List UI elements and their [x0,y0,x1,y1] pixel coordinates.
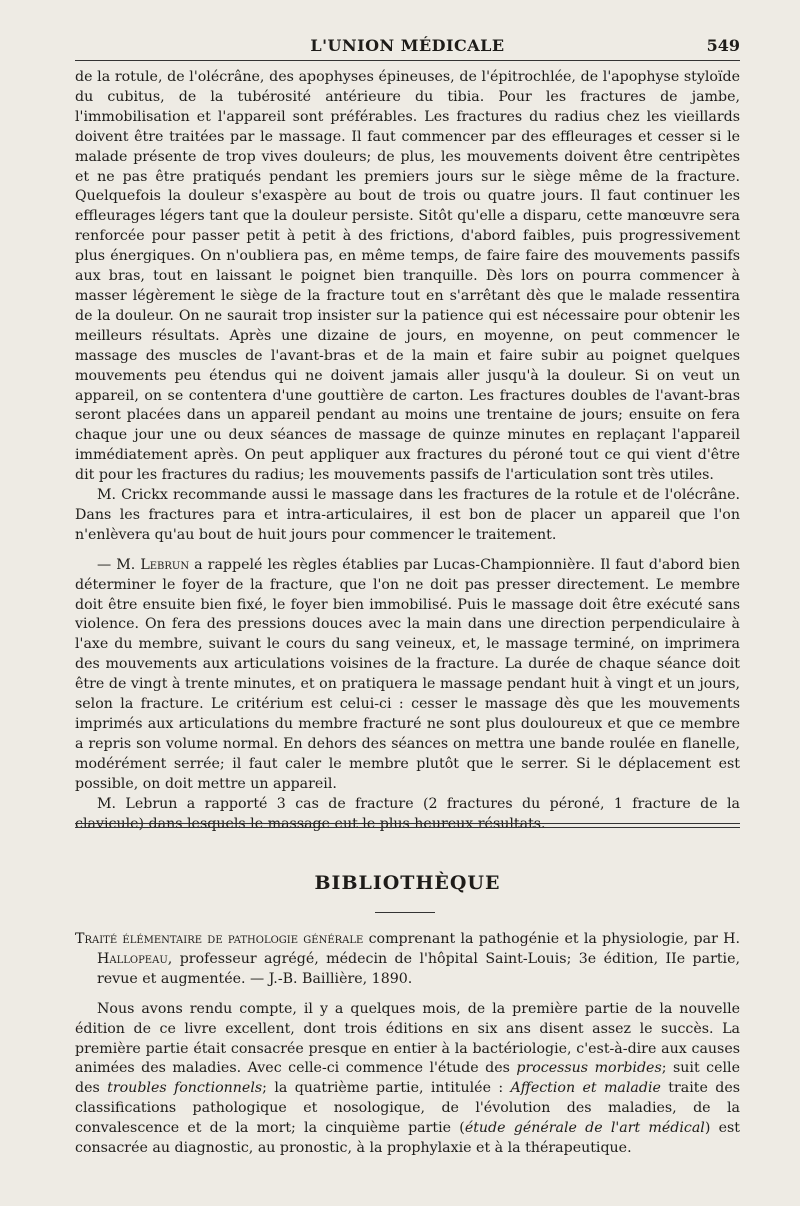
speaker-name: Lebrun [140,556,190,573]
paragraph-2: M. Crickx recommande aussi le massage dans les fractures de la rotule et de l'olécrâne. Dans les fractures para et intra-articulaires, il est bon de placer un appareil que l'on n'enlèvera qu'au bout de huit jours pour commencer le traitement. [75,487,740,543]
review-italic: troubles fonctionnels [107,1080,263,1097]
review-italic: Affection et maladie [510,1080,661,1097]
section-divider [75,823,740,828]
title-underline [375,912,435,913]
review-italic: processus morbides [516,1060,662,1077]
review-paragraph [75,1000,740,1159]
bibliography-section [75,930,740,1159]
review-text: Nous avons rendu compte, il y a quelques mois, de la première partie de la nouvelle édition de ce livre excellent, dont trois éditions en six ans disent assez le succès. La première partie était consacrée presque en entier à la bactériologie, c'est-à-dire aux causes animées des maladies. Avec celle-ci commence l'étude des [75,1000,740,1077]
dash-prefix: — M. [97,556,141,573]
review-text: ) est consacrée au diagnostic, au pronostic, à la prophylaxie et à la thérapeutique. [75,1120,740,1157]
reference-text: comprenant la pathogénie et la physiologie, par [363,931,724,947]
review-italic: étude générale de l'art médical [464,1120,705,1137]
book-author: H. Hallopeau [97,931,741,967]
book-reference [75,930,740,990]
paragraph-3-text: a rappelé les règles établies par Lucas-Championnière. Il faut d'abord bien déterminer le foyer de la fracture, que l'on ne doit pas presser directement. Le membre doit être ensuite bien fixé, le foyer bien immobilisé. Puis le massage doit être exécuté sans violence. On fera des pressions douces avec la main dans une direction perpendiculaire à l'axe du membre, suivant le cours du sang veineux, et, le massage terminé, on imprimera des mouvements aux articulations voisines de la fracture. La durée de chaque séance doit être de vingt à trente minutes, et on pratiquera le massage pendant huit à vingt et un jours, selon la fracture. Le critérium est celui-ci : cesser le massage dès que les mouvements imprimés aux articulations du membre fracturé ne sont plus douloureux et que ce membre a repris son volume normal. En dehors des séances on mettra une bande roulée en flanelle, modérément serrée; il faut caler le membre plutôt que le serrer. Si le déplacement est possible, on doit mettre un appareil. [75,556,740,792]
book-title: Traité élémentaire de pathologie générale [75,931,364,947]
review-text: ; la quatrième partie, intitulée : [262,1080,511,1097]
journal-title: L'UNION MÉDICALE [310,36,505,55]
review-text: traite des classifications pathologique et nosologique, de l'évolution des maladies, de la convalescence et de la mort; la cinquième partie ( [75,1080,740,1137]
paragraph-3 [75,556,740,795]
paragraph-1: de la rotule, de l'olécrâne, des apophyses épineuses, de l'épitrochlée, de l'apophyse styloïde du cubitus, de la tubérosité antérieure du tibia. Pour les fractures de jambe, l'immobilisation et l'appareil sont préférables. Les fractures du radius chez les vieillards doivent être traitées par le massage. Il faut commencer par des effleurages et cesser si le malade présente de trop vives douleurs; de plus, les mouvements doivent être centripètes et ne pas être pratiqués pendant les premiers jours sur le siège même de la fracture. Quelquefois la douleur s'exaspère au bout de trois ou quatre jours. Il faut continuer les effleurages légers tant que la douleur persiste. Sitôt qu'elle a disparu, cette manœuvre sera renforcée pour passer petit à petit à des frictions, d'abord faibles, puis progressivement plus énergiques. On n'oubliera pas, en même temps, de faire faire des mouvements passifs aux bras, tout en laissant le poignet bien tranquille. Dès lors on pourra commencer à masser légèrement le siège de la fracture tout en s'arrêtant dès que le malade ressentira de la douleur. On ne saurait trop insister sur la patience qui est nécessaire pour obtenir les meilleurs résultats. Après une dizaine de jours, en moyenne, on peut commencer le massage des muscles de l'avant-bras et de la main et faire subir au poignet quelques mouvements peu étendus qui ne doivent jamais aller jusqu'à la douleur. Si on veut un appareil, on se contentera d'une gouttière de carton. Les fractures doubles de l'avant-bras seront placées dans un appareil pendant au moins une trentaine de jours; ensuite on fera chaque jour une ou deux séances de massage de quinze minutes en replaçant l'appareil immédiatement après. On peut appliquer aux fractures du péroné tout ce qui vient d'être dit pour les fractures du radius; les mouvements passifs de l'articulation sont très utiles. [75,69,740,484]
page-number: 549 [706,36,740,55]
article-body [75,68,740,834]
running-header [75,30,740,60]
review-text: ; suit celle des [75,1060,740,1097]
paragraph-4: M. Lebrun a rapporté 3 cas de fracture (2 fractures du péroné, 1 fracture de la clavicule) dans lesquels le massage eut le plus heureux résultats. [75,795,740,832]
header-rule [75,60,740,61]
section-title: BIBLIOTHÈQUE [314,872,501,894]
reference-details: , professeur agrégé, médecin de l'hôpital Saint-Louis; 3e édition, IIe partie, revue et augmentée. — J.-B. Baillière, 1890. [97,950,740,987]
